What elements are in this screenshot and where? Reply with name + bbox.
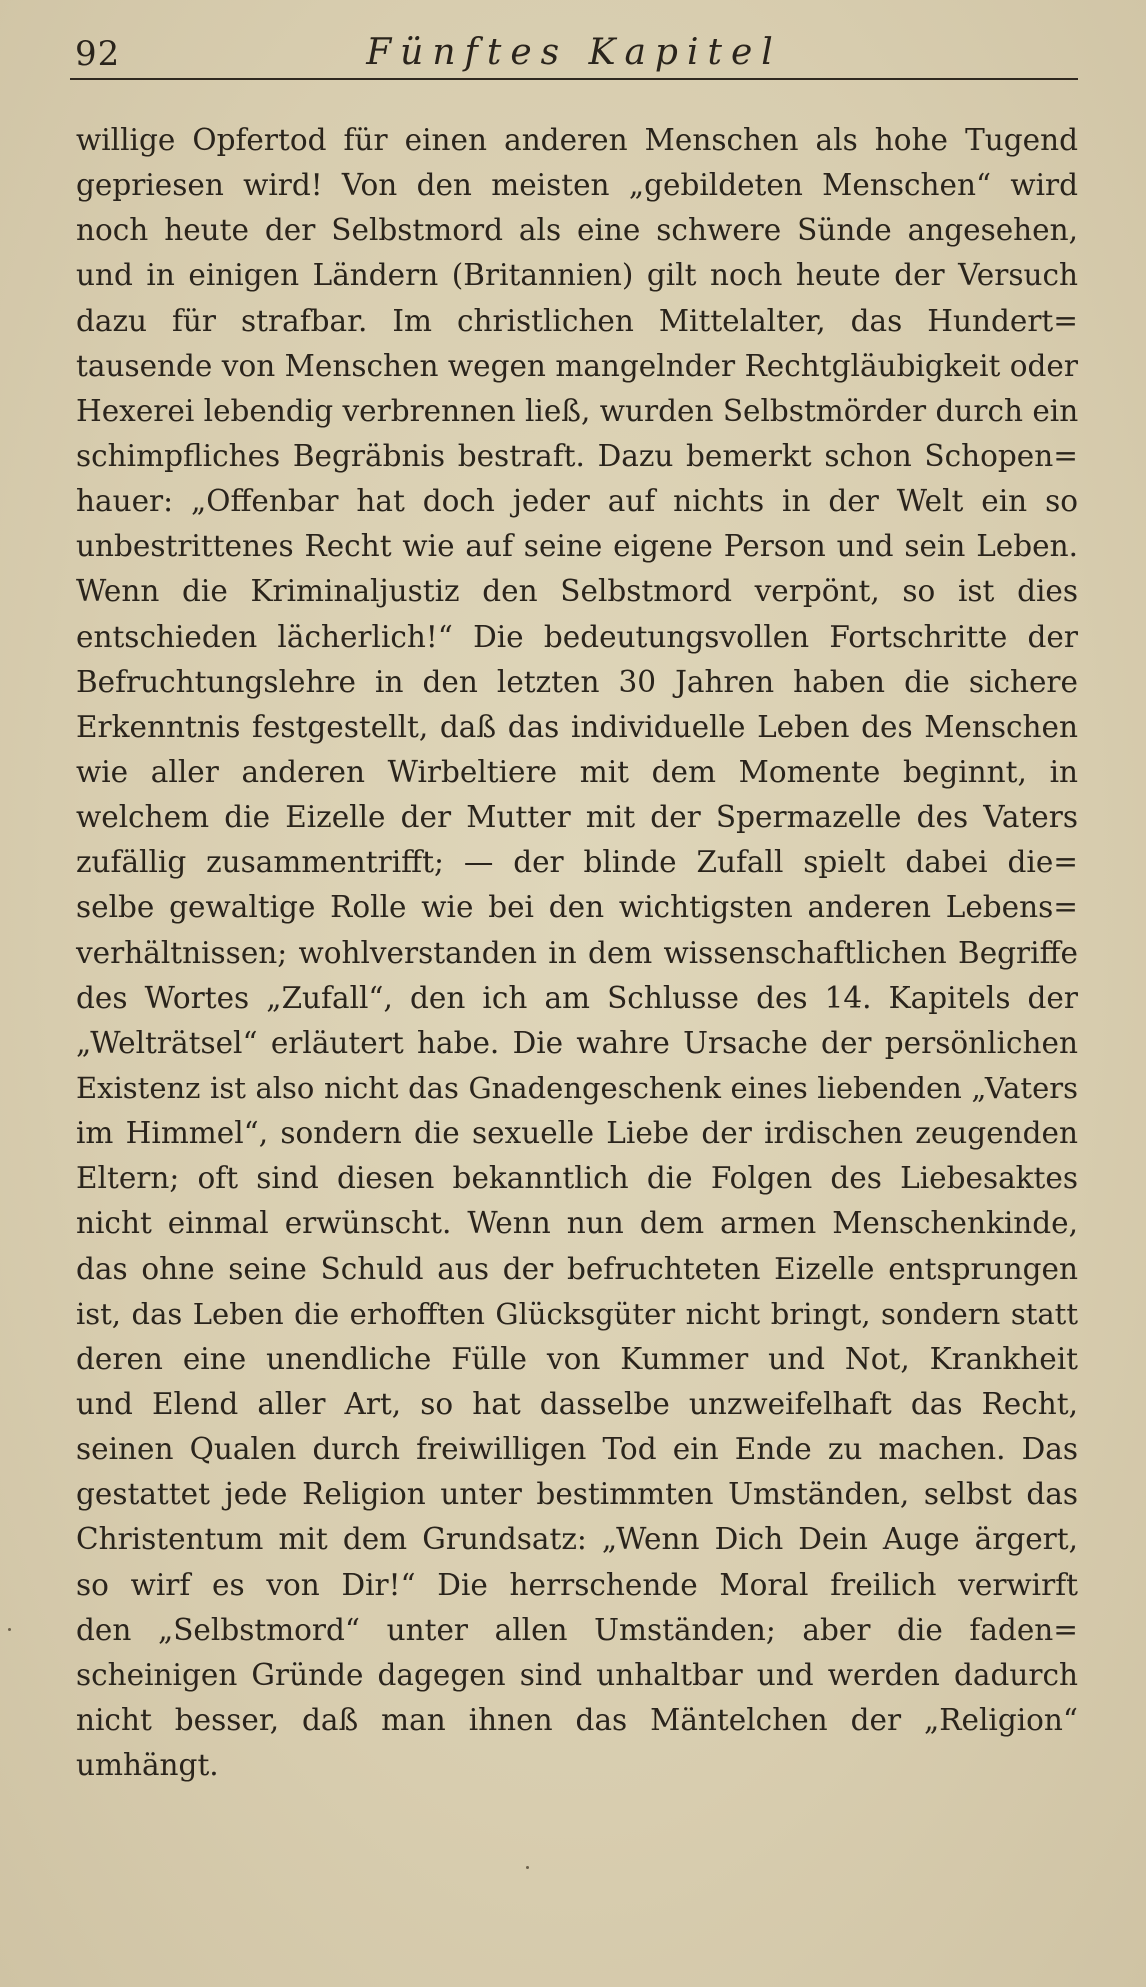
text-line: Befruchtungslehre in den letzten 30 Jahren haben die sichere [76,664,1078,699]
text-line: unbestrittenes Recht wie auf seine eigene Person und sein Leben. [76,529,1078,564]
text-line: „Welträtsel“ erläutert habe. Die wahre Ursache der persönlichen [76,1025,1078,1060]
text-line: hauer: „Offenbar hat doch jeder auf nichts in der Welt ein so [76,484,1078,519]
text-line: Hexerei lebendig verbrennen ließ, wurden Selbstmörder durch ein [76,393,1079,428]
text-line: gepriesen wird! Von den meisten „gebildeten Menschen“ wird [76,168,1078,203]
text-line: deren eine unendliche Fülle von Kummer und Not, Krankheit [76,1341,1078,1376]
text-line: im Himmel“, sondern die sexuelle Liebe der irdischen zeugenden [76,1116,1078,1151]
text-line: des Wortes „Zufall“, den ich am Schlusse des 14. Kapitels der [76,980,1078,1015]
text-line: das ohne seine Schuld aus der befruchteten Eizelle entsprungen [76,1251,1078,1286]
text-line-last: umhängt. [76,1748,219,1783]
text-line: entschieden lächerlich!“ Die bedeutungsvollen Fortschritte der [76,619,1078,654]
text-line: und in einigen Ländern (Britannien) gilt noch heute der Versuch [76,258,1078,293]
text-line: willige Opfertod für einen anderen Menschen als hohe Tugend [76,123,1078,157]
text-line: Wenn die Kriminaljustiz den Selbstmord verpönt, so ist dies [76,574,1078,609]
text-line: Eltern; oft sind diesen bekanntlich die Folgen des Liebesaktes [76,1161,1078,1196]
text-line: verhältnissen; wohlverstanden in dem wissenschaftlichen Begriffe [76,935,1078,970]
text-line: Christentum mit dem Grundsatz: „Wenn Dich Dein Auge ärgert, [76,1522,1078,1557]
paper-speck [8,1628,11,1631]
text-line: tausende von Menschen wegen mangelnder Rechtgläubigkeit oder [76,348,1078,383]
body-text [76,118,1078,1788]
page-header [70,30,1078,80]
text-line: und Elend aller Art, so hat dasselbe unzweifelhaft das Recht, [76,1386,1078,1421]
header-rule [70,78,1078,80]
text-line: so wirf es von Dir!“ Die herrschende Moral freilich verwirft [76,1567,1078,1602]
text-line: selbe gewaltige Rolle wie bei den wichtigsten anderen Lebens= [76,890,1078,925]
paper-speck [526,1866,529,1869]
text-line: welchem die Eizelle der Mutter mit der Spermazelle des Vaters [76,800,1078,835]
text-line: scheinigen Gründe dagegen sind unhaltbar und werden dadurch [76,1657,1078,1692]
text-line: nicht besser, daß man ihnen das Mäntelchen der „Religion“ [76,1702,1078,1737]
text-line: Erkenntnis festgestellt, daß das individuelle Leben des Menschen [76,709,1078,744]
running-title: Fünftes Kapitel [366,32,782,73]
text-line: nicht einmal erwünscht. Wenn nun dem armen Menschenkinde, [76,1206,1078,1241]
text-line: schimpfliches Begräbnis bestraft. Dazu bemerkt schon Schopen= [76,438,1078,473]
text-line: seinen Qualen durch freiwilligen Tod ein Ende zu machen. Das [76,1432,1078,1467]
text-line: gestattet jede Religion unter bestimmten Umständen, selbst das [76,1477,1078,1512]
text-line: den „Selbstmord“ unter allen Umständen; aber die faden= [76,1612,1078,1647]
text-line: zufällig zusammentrifft; — der blinde Zufall spielt dabei die= [76,845,1078,880]
text-line: ist, das Leben die erhofften Glücksgüter nicht bringt, sondern statt [76,1296,1078,1331]
text-line: noch heute der Selbstmord als eine schwere Sünde angesehen, [76,213,1078,248]
text-line: dazu für strafbar. Im christlichen Mittelalter, das Hundert= [76,303,1078,338]
text-line: Existenz ist also nicht das Gnadengeschenk eines liebenden „Vaters [76,1070,1078,1105]
page-number: 92 [75,34,121,74]
text-line: wie aller anderen Wirbeltiere mit dem Momente beginnt, in [76,754,1078,789]
